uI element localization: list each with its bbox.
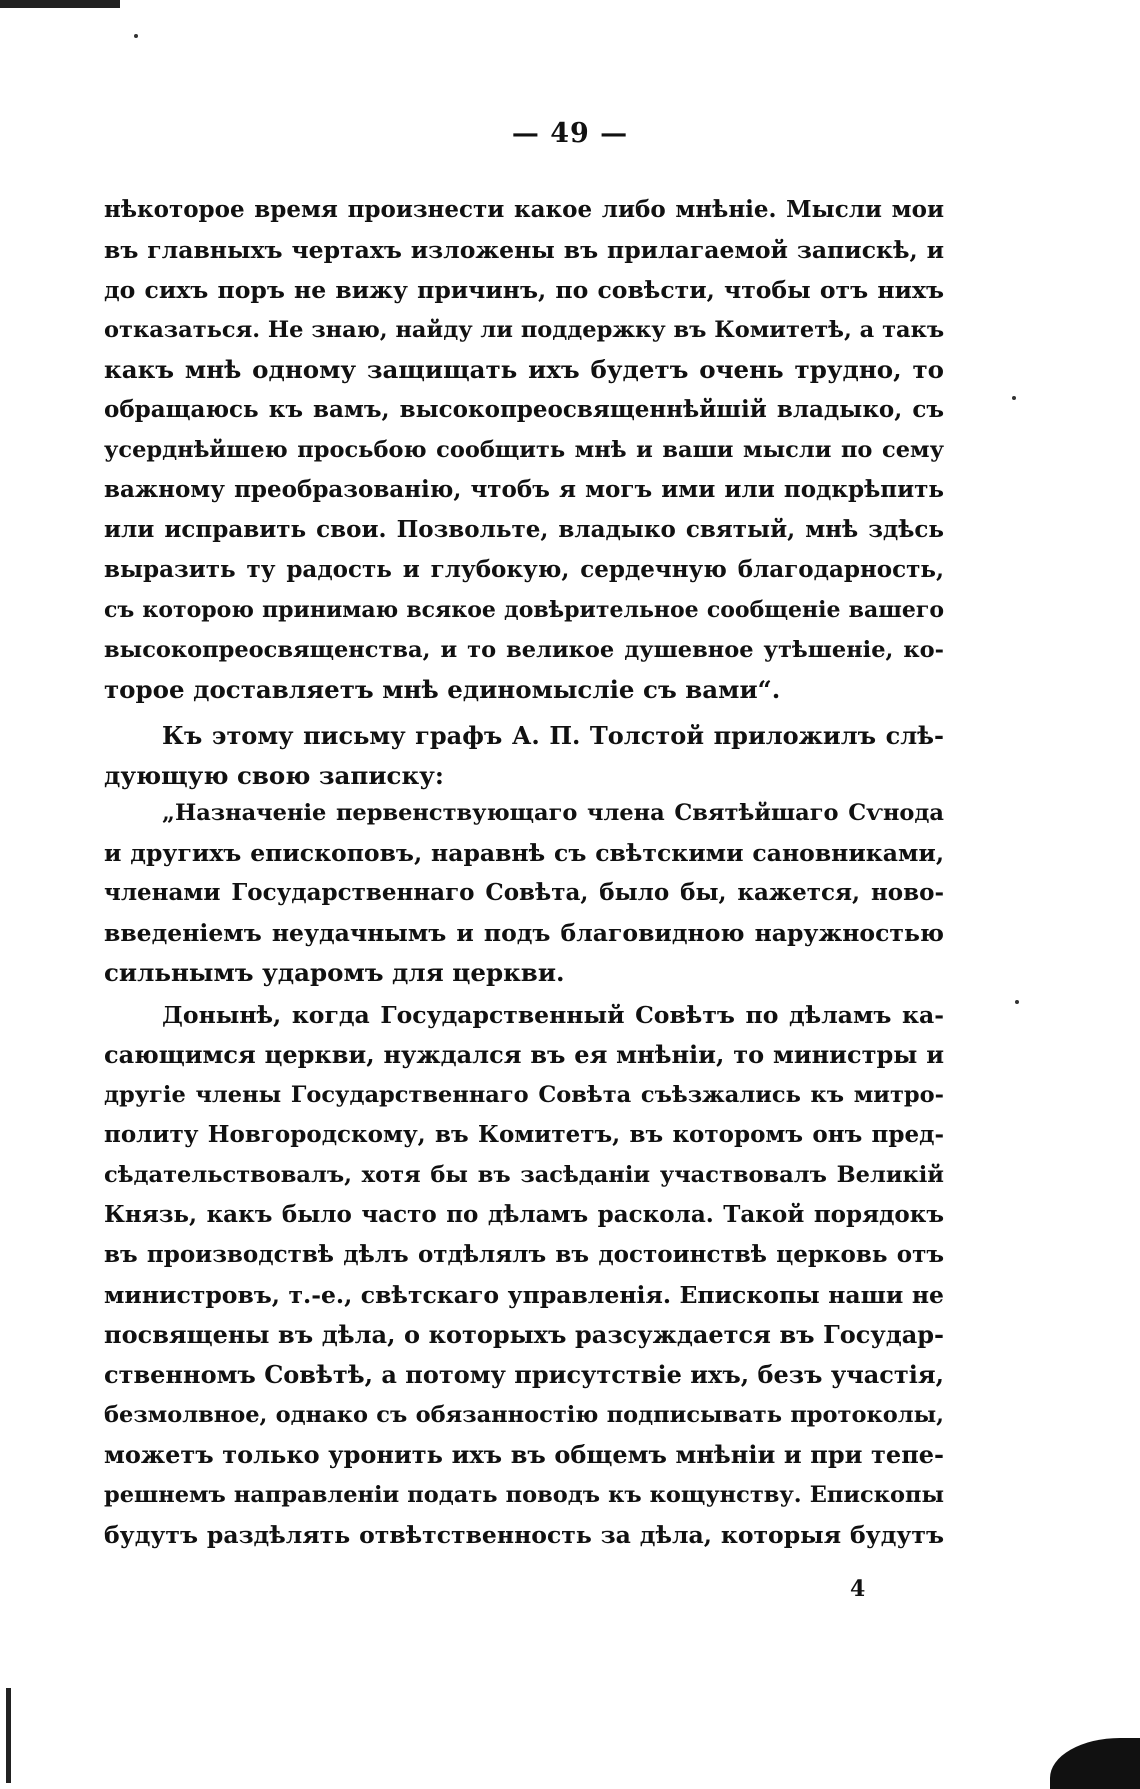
text-line: сильнымъ ударомъ для церкви.	[104, 958, 565, 987]
text-line: въ производствѣ дѣлъ отдѣлялъ въ достоинствѣ церковь отъ	[104, 1241, 944, 1268]
text-line: членами Государственнаго Совѣта, было бы, кажется, ново-	[104, 879, 944, 906]
text-line: высокопреосвященства, и то великое душевное утѣшеніе, ко-	[104, 637, 944, 663]
text-line: другіе члены Государственнаго Совѣта съѣзжались къ митро-	[104, 1082, 944, 1108]
text-line: введеніемъ неудачнымъ и подъ благовидною наружностью	[104, 919, 944, 947]
scan-speck	[134, 34, 138, 38]
paragraph-introduction	[104, 716, 944, 796]
text-line: выразить ту радость и глубокую, сердечную благодарность,	[104, 556, 944, 583]
text-line: отказаться. Не знаю, найду ли поддержку въ Комитетѣ, а такъ	[104, 317, 944, 343]
text-line: ственномъ Совѣтѣ, а потому присутствіе ихъ, безъ участія,	[104, 1360, 944, 1389]
text-line: дующую свою записку:	[104, 761, 444, 790]
paragraph-letter-ending	[104, 190, 944, 710]
text-line: министровъ, т.-е., свѣтскаго управленія. Епископы наши не	[104, 1281, 944, 1309]
scan-edge-mark	[6, 1688, 11, 1783]
text-line: какъ мнѣ одному защищать ихъ будетъ очень трудно, то	[104, 355, 944, 384]
text-line: сѣдательствовалъ, хотя бы въ засѣданіи участвовалъ Великій	[104, 1162, 944, 1188]
text-line: до сихъ поръ не вижу причинъ, по совѣсти, чтобы отъ нихъ	[104, 276, 944, 304]
text-line: решнемъ направленіи подать поводъ къ кощунству. Епископы	[104, 1482, 944, 1508]
text-line: безмолвное, однако съ обязанностію подписывать протоколы,	[104, 1402, 944, 1428]
text-line: „Назначеніе первенствующаго члена Святѣйшаго Сѵнода	[162, 800, 944, 826]
text-line: будутъ раздѣлять отвѣтственность за дѣла, которыя будутъ	[104, 1521, 944, 1549]
text-line: сающимся церкви, нуждался въ ея мнѣніи, то министры и	[104, 1040, 944, 1069]
text-line: въ главныхъ чертахъ изложены въ прилагаемой запискѣ, и	[104, 236, 944, 264]
signature-mark: 4	[850, 1576, 866, 1602]
text-line: съ которою принимаю всякое довѣрительное сообщеніе вашего	[104, 597, 944, 623]
scan-edge-mark	[0, 0, 120, 8]
text-line: усерднѣйшею просьбою сообщить мнѣ и ваши мысли по сему	[104, 437, 944, 463]
text-line: или исправить свои. Позвольте, владыко святый, мнѣ здѣсь	[104, 516, 944, 543]
text-line: посвящены въ дѣла, о которыхъ разсуждается въ Государ-	[104, 1320, 944, 1349]
text-line: и другихъ епископовъ, наравнѣ съ свѣтскими сановниками,	[104, 839, 944, 867]
text-line: важному преобразованію, чтобъ я могъ ими или подкрѣпить	[104, 476, 944, 503]
text-line: Князь, какъ было часто по дѣламъ раскола. Такой порядокъ	[104, 1201, 944, 1228]
scan-blot	[1050, 1738, 1140, 1789]
scan-speck	[1015, 1000, 1019, 1004]
text-line: политу Новгородскому, въ Комитетъ, въ которомъ онъ пред-	[104, 1121, 944, 1148]
text-line: торое доставляетъ мнѣ единомысліе съ вами“.	[104, 675, 781, 704]
text-line: нѣкоторое время произнести какое либо мнѣніе. Мысли мои	[104, 196, 944, 223]
paragraph-note-opening	[104, 793, 944, 993]
scan-speck	[1012, 396, 1016, 400]
text-line: Къ этому письму графъ А. П. Толстой приложилъ слѣ-	[162, 721, 944, 750]
paragraph-note-body	[104, 995, 944, 1555]
text-line: обращаюсь къ вамъ, высокопреосвященнѣйшій владыко, съ	[104, 396, 944, 423]
text-line: Донынѣ, когда Государственный Совѣтъ по дѣламъ ка-	[162, 1001, 944, 1029]
page-number: — 49 —	[511, 118, 629, 149]
text-line: можетъ только уронить ихъ въ общемъ мнѣніи и при тепе-	[104, 1440, 944, 1469]
